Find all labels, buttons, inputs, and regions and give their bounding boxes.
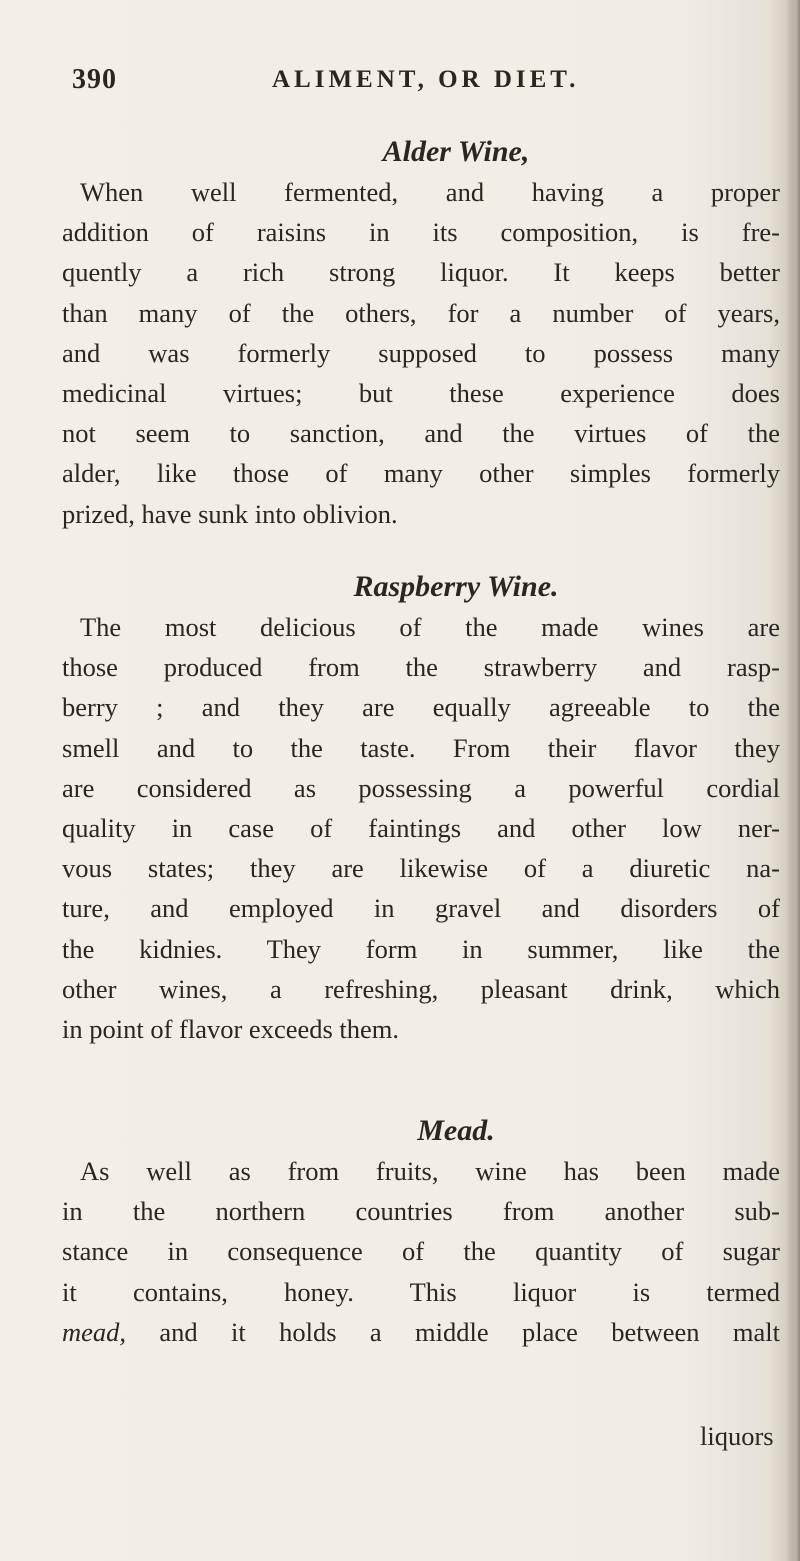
text-line: those produced from the strawberry and rasp- — [62, 652, 780, 683]
section-paragraph — [62, 172, 780, 534]
text-line: other wines, a refreshing, pleasant drink, which — [62, 973, 780, 1004]
text-line: quently a rich strong liquor. It keeps better — [62, 257, 780, 288]
italic-term: mead, — [62, 1316, 127, 1347]
section-heading: Alder Wine, — [382, 135, 530, 168]
text-line-with-italic — [62, 1312, 780, 1352]
text-line: stance in consequence of the quantity of sugar — [62, 1236, 780, 1267]
section-mead — [62, 1111, 780, 1352]
running-head: ALIMENT, OR DIET. — [272, 66, 580, 93]
text-line: the kidnies. They form in summer, like the — [62, 933, 780, 964]
text-line: are considered as possessing a powerful cordial — [62, 772, 780, 803]
text-line: smell and to the taste. From their flavor they — [62, 732, 780, 763]
text-line-rest: and it holds a middle place between malt — [159, 1316, 781, 1347]
section-heading: Mead. — [417, 1114, 495, 1147]
text-line: addition of raisins in its composition, is fre- — [62, 217, 780, 248]
text-line: and was formerly supposed to possess many — [62, 337, 780, 368]
catchword: liquors — [700, 1421, 774, 1451]
text-line: berry ; and they are equally agreeable to the — [62, 692, 780, 723]
section-paragraph — [62, 1151, 780, 1352]
text-line: medicinal virtues; but these experience does — [62, 378, 780, 409]
page-header — [72, 64, 772, 104]
section-alder-wine — [62, 132, 780, 534]
page-edge-shadow — [786, 0, 800, 1561]
text-line: in the northern countries from another sub- — [62, 1196, 780, 1227]
text-line: As well as from fruits, wine has been made — [80, 1156, 780, 1186]
text-line: quality in case of faintings and other low ner- — [62, 813, 780, 844]
text-line: prized, have sunk into oblivion. — [62, 498, 398, 529]
text-line: When well fermented, and having a proper — [80, 177, 780, 207]
section-raspberry-wine — [62, 567, 780, 1049]
text-line: in point of flavor exceeds them. — [62, 1014, 400, 1045]
text-line: ture, and employed in gravel and disorders of — [62, 893, 780, 924]
text-line: than many of the others, for a number of years, — [62, 297, 780, 328]
text-line: vous states; they are likewise of a diuretic na- — [62, 853, 780, 884]
text-line: alder, like those of many other simples formerly — [62, 458, 780, 489]
text-line: it contains, honey. This liquor is termed — [62, 1276, 780, 1307]
text-line: The most delicious of the made wines are — [80, 612, 780, 642]
text-line: not seem to sanction, and the virtues of the — [62, 418, 780, 449]
page-number: 390 — [72, 64, 117, 95]
section-paragraph — [62, 607, 780, 1049]
section-heading: Raspberry Wine. — [353, 570, 559, 603]
